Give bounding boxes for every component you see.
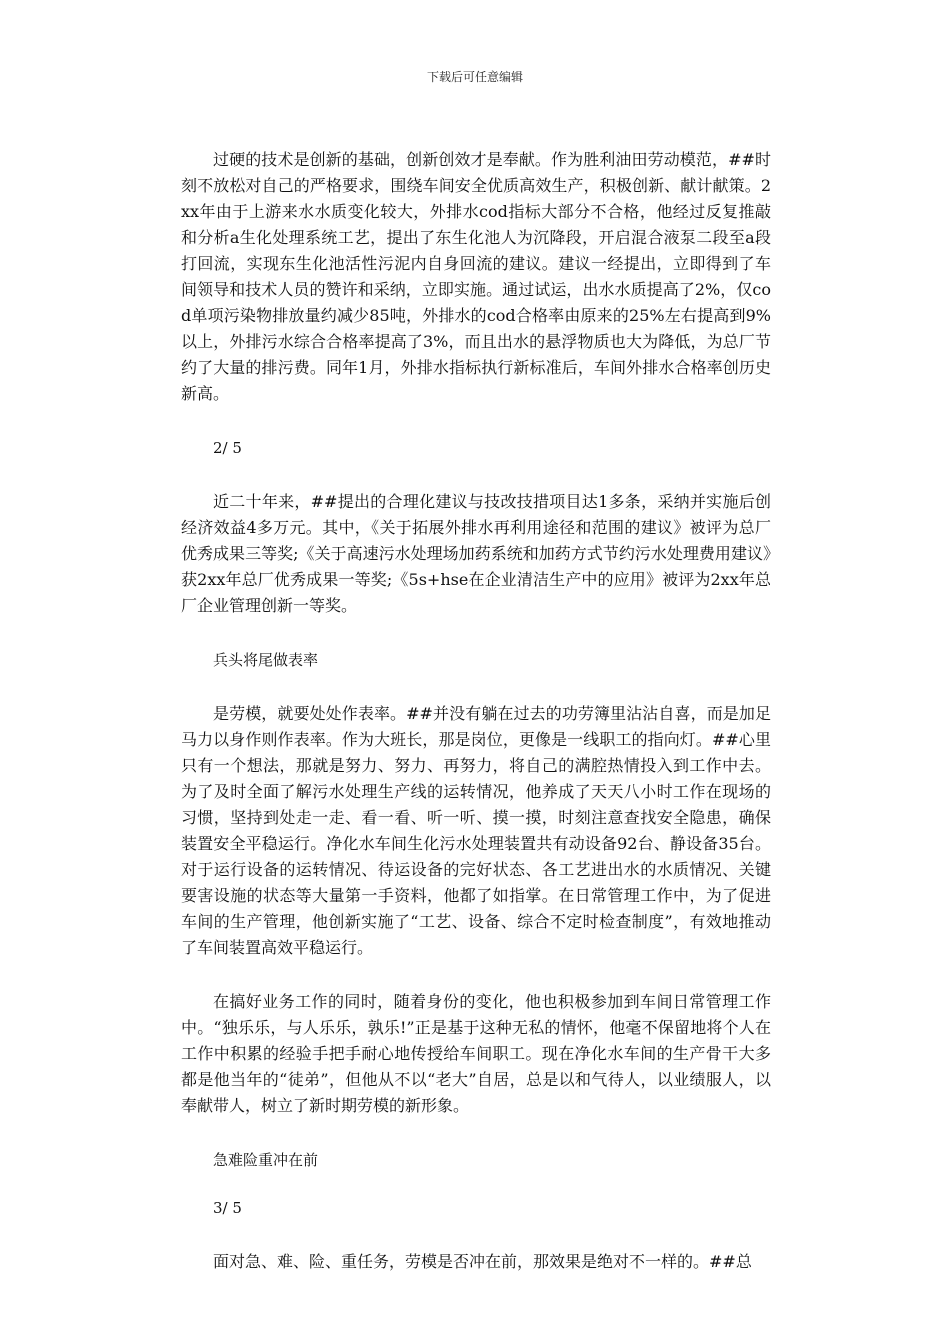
section-heading-2: 急难险重冲在前 xyxy=(213,1151,319,1169)
paragraph-1: 过硬的技术是创新的基础，创新创效才是奉献。作为胜利油田劳动模范，##时刻不放松对自己的严格要求，围绕车间安全优质高效生产，积极创新、献计献策。2xx年由于上游来水水质变化较大，外排水cod指标大部分不合格，他经过反复推敲和分析a生化处理系统工艺，提出了东生化池人为沉降段，开启混合液泵二段至a段打回流，实现东生化池活性污泥内自身回流的建议。建议一经提出，立即得到了车间领导和技术人员的赞许和采纳，立即实施。通过试运，出水水质提高了2%，仅cod单项污染物排放量约减少85吨，外排水的cod合格率由原来的25%左右提高到9%以上，外排污水综合合格率提高了3%，而且出水的悬浮物质也大为降低，为总厂节约了大量的排污费。同年1月，外排水指标执行新标准后，车间外排水合格率创历史新高。 xyxy=(181,150,771,403)
document-body xyxy=(181,147,771,1275)
page-number-3: 3/ 5 xyxy=(213,1199,242,1217)
paragraph-4: 在搞好业务工作的同时，随着身份的变化，他也积极参加到车间日常管理工作中。“独乐乐，与人乐乐，孰乐!”正是基于这种无私的情怀，他毫不保留地将个人在工作中积累的经验手把手耐心地传授给车间职工。现在净化水车间的生产骨干大多都是他当年的“徒弟”，但他从不以“老大”自居，总是以和气待人，以业绩服人，以奉献带人，树立了新时期劳模的新形象。 xyxy=(181,992,771,1115)
paragraph-2: 近二十年来，##提出的合理化建议与技改技措项目达1多条，采纳并实施后创经济效益4多万元。其中，《关于拓展外排水再利用途径和范围的建议》被评为总厂优秀成果三等奖;《关于高速污水处理场加药系统和加药方式节约污水处理费用建议》获2xx年总厂优秀成果一等奖;《5s+hse在企业清洁生产中的应用》被评为2xx年总厂企业管理创新一等奖。 xyxy=(181,492,771,615)
paragraph-3: 是劳模，就要处处作表率。##并没有躺在过去的功劳簿里沾沾自喜，而是加足马力以身作则作表率。作为大班长，那是岗位，更像是一线职工的指向灯。##心里只有一个想法，那就是努力、努力、再努力，将自己的满腔热情投入到工作中去。为了及时全面了解污水处理生产线的运转情况，他养成了天天八小时工作在现场的习惯，坚持到处走一走、看一看、听一听、摸一摸，时刻注意查找安全隐患，确保装置安全平稳运行。净化水车间生化污水处理装置共有动设备92台、静设备35台。对于运行设备的运转情况、待运设备的完好状态、各工艺进出水的水质情况、关键要害设施的状态等大量第一手资料，他都了如指掌。在日常管理工作中，为了促进车间的生产管理，他创新实施了“工艺、设备、综合不定时检查制度”，有效地推动了车间装置高效平稳运行。 xyxy=(181,704,771,957)
page-number-2: 2/ 5 xyxy=(213,439,242,457)
download-note: 下载后可任意编辑 xyxy=(426,70,523,84)
paragraph-5: 面对急、难、险、重任务，劳模是否冲在前，那效果是绝对不一样的。##总 xyxy=(213,1252,752,1271)
section-heading-1: 兵头将尾做表率 xyxy=(213,651,319,669)
